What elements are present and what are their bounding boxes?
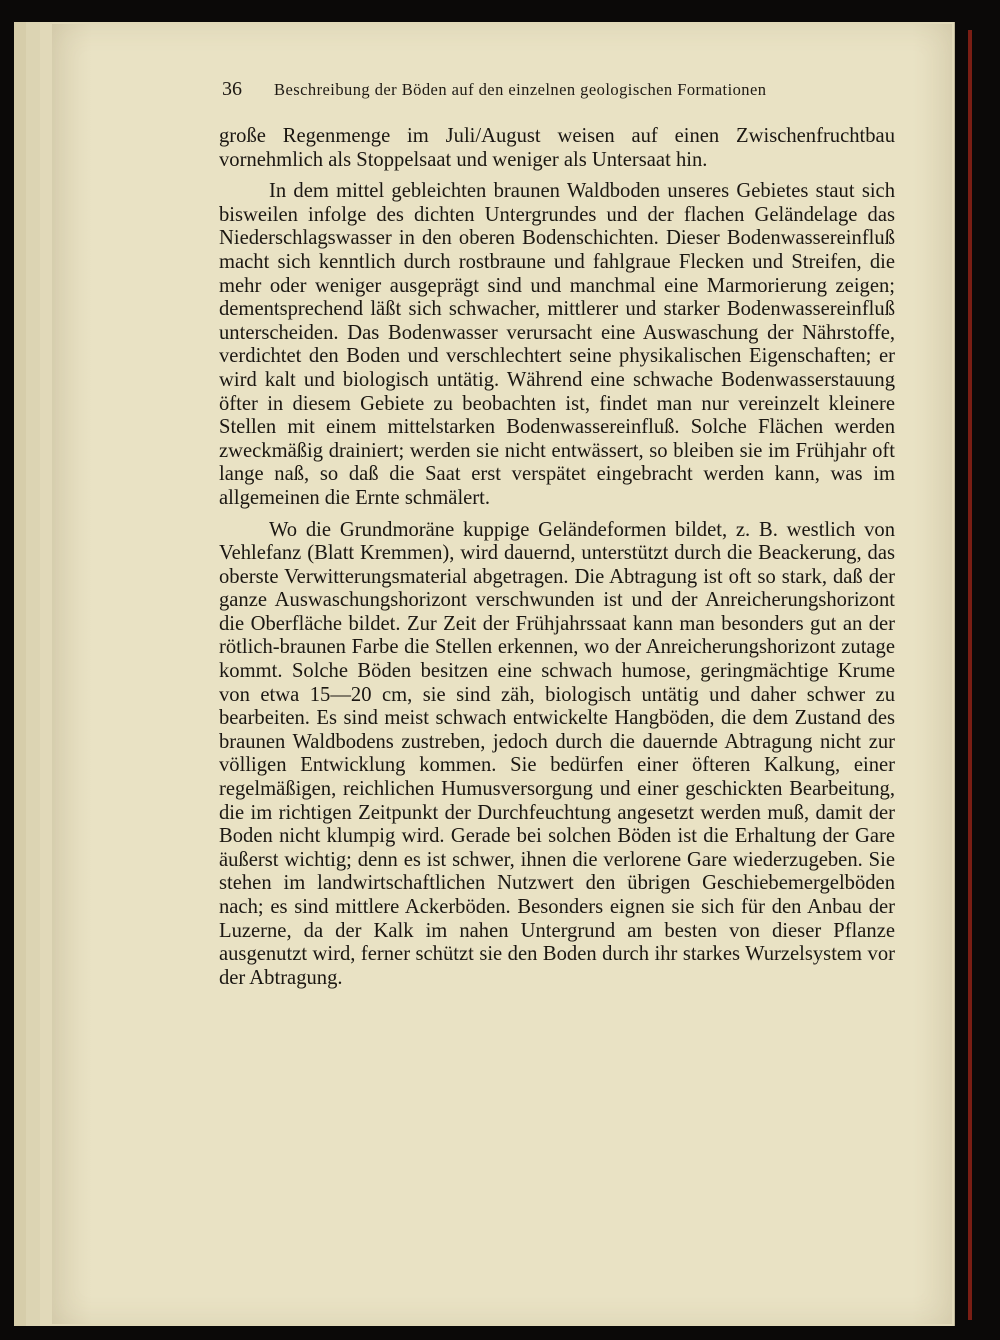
running-head	[222, 78, 892, 101]
paragraph-waldboden: In dem mittel gebleichten braunen Waldboden unseres Gebietes staut sich bisweilen infolge des dichten Untergrundes und der flachen Geländelage das Niederschlagswasser in den oberen Bodenschichten. Dieser Bodenwassereinfluß macht sich kenntlich durch rostbraune und fahlgraue Flecken und Streifen, die mehr oder weniger ausgeprägt sind und manchmal eine Marmorierung zeigen; dementsprechend läßt sich schwacher, mittlerer und starker Bodenwassereinfluß unterscheiden. Das Bodenwasser verursacht eine Auswaschung der Nährstoffe, verdichtet den Boden und verschlechtert seine physikalischen Eigenschaften; er wird kalt und biologisch untätig. Während eine schwache Bodenwasserstauung öfter in diesem Gebiete zu beobachten ist, findet man nur vereinzelt kleinere Stellen mit einem mittelstarken Bodenwassereinfluß. Solche Flächen werden zweckmäßig drainiert; werden sie nicht entwässert, so bleiben sie im Frühjahr oft lange naß, so daß die Saat erst verspätet eingebracht werden kann, was im allgemeinen die Ernte schmälert.	[219, 180, 895, 509]
paragraph-spacing	[219, 172, 895, 180]
scan-right-edge	[964, 0, 1000, 1340]
running-head-title: Beschreibung der Böden auf den einzelnen geologischen Formationen	[274, 80, 767, 99]
book-spine-stripe	[968, 30, 972, 1320]
paragraph-continuation: große Regenmenge im Juli/August weisen auf einen Zwischenfruchtbau vornehmlich als Stoppelsaat und weniger als Untersaat hin.	[219, 125, 895, 171]
page-number: 36	[222, 78, 242, 100]
paragraph-grundmoraene: Wo die Grundmoräne kuppige Geländeformen bildet, z. B. westlich von Vehlefanz (Blatt Kremmen), wird dauernd, unterstützt durch die Beackerung, das oberste Verwitterungsmaterial abgetragen. Die Abtragung ist oft so stark, daß der ganze Auswaschungshorizont verschwunden ist und der Anreicherungshorizont die Oberfläche bildet. Zur Zeit der Frühjahrssaat kann man besonders gut an der rötlich-braunen Farbe die Stellen erkennen, wo der Anreicherungshorizont zutage kommt. Solche Böden besitzen eine schwach humose, geringmächtige Krume von etwa 15—20 cm, sie sind zäh, biologisch untätig und daher schwer zu bearbeiten. Es sind meist schwach entwickelte Hangböden, die dem Zustand des braunen Waldbodens zustreben, jedoch durch die dauernde Abtragung nicht zur völligen Entwicklung kommen. Sie bedürfen einer öfteren Kalkung, einer regelmäßigen, reichlichen Humusversorgung und einer geschickten Bearbeitung, die im richtigen Zeitpunkt der Durchfeuchtung angesetzt werden muß, damit der Boden nicht klumpig wird. Gerade bei solchen Böden ist die Erhaltung der Gare äußerst wichtig; denn es ist schwer, ihnen die verlorene Gare wiederzugeben. Sie stehen im landwirtschaftlichen Nutzwert den übrigen Geschiebemergelböden nach; es sind mittlere Ackerböden. Besonders eignen sie sich für den Anbau der Luzerne, da der Kalk im nahen Untergrund am besten von dieser Pflanze ausgenutzt wird, ferner schützt sie den Boden durch ihr starkes Wurzelsystem vor der Abtragung.	[219, 518, 895, 989]
body-text	[219, 125, 895, 990]
paragraph-spacing	[219, 511, 895, 519]
